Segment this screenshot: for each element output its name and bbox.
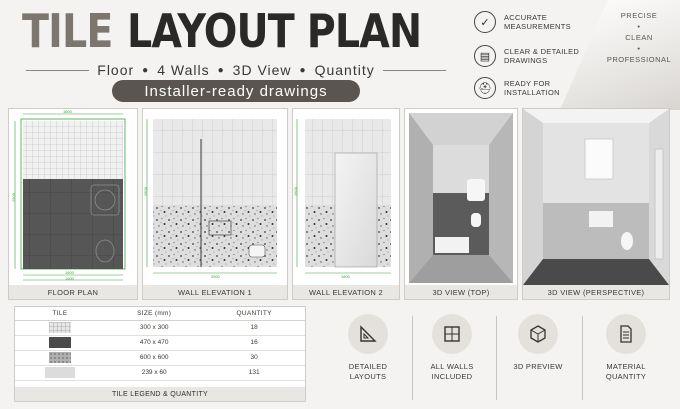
subtitle-dot: ● (299, 64, 307, 76)
floor-plan-icon (432, 314, 472, 354)
wall-elevation-2-drawing (293, 109, 399, 285)
feature-line: DRAWINGS (504, 56, 548, 65)
bottom-feature-3d-preview (498, 314, 578, 372)
bottom-feature-label: ALL WALLS INCLUDED (430, 362, 474, 381)
check-circle-icon: ✓ (474, 11, 496, 33)
document-icon: ▤ (474, 45, 496, 67)
tile-swatch (49, 337, 71, 348)
dimension-bottom: 1600 (341, 274, 350, 279)
wall-elevation-2-panel (292, 108, 400, 300)
tagline-pill: Installer-ready drawings (112, 80, 360, 102)
subtitle-item-walls: 4 Walls (157, 62, 210, 78)
tile-size: 300 x 300 (105, 320, 203, 335)
subtitle-row (26, 60, 446, 80)
panel-caption: WALL ELEVATION 1 (143, 285, 287, 299)
subtitle-item-floor: Floor (97, 62, 135, 78)
table-row (15, 365, 305, 380)
header-size: SIZE (mm) (105, 307, 203, 320)
feature-line: READY FOR (504, 79, 551, 88)
title-word-tile: TILE (22, 4, 113, 58)
badge-dot: • (637, 22, 641, 31)
bottom-feature-material-quantity (586, 314, 666, 382)
bottom-feature-label: MATERIAL QUANTITY (605, 362, 647, 381)
document-list-icon (606, 314, 646, 354)
dimension-side: 2600 (292, 187, 298, 196)
feature-ready-installation (474, 74, 614, 102)
3d-perspective-render (523, 109, 669, 285)
tile-swatch (49, 322, 71, 333)
3d-top-render (405, 109, 517, 285)
subtitle-dot: ● (217, 64, 225, 76)
bottom-feature-label: DETAILED LAYOUTS (348, 362, 388, 381)
legend-header-row (15, 307, 305, 320)
feature-accurate-measurements (474, 8, 614, 36)
tile-size: 239 x 60 (105, 365, 203, 380)
triangle-ruler-icon (348, 314, 388, 354)
floor-plan-panel (8, 108, 138, 300)
bottom-feature-all-walls (412, 314, 492, 382)
table-row (15, 320, 305, 335)
bottom-feature-detailed-layouts (328, 314, 408, 382)
hard-hat-icon: ⛑ (474, 77, 496, 99)
tile-size: 600 x 600 (105, 350, 203, 365)
dimension-bottom: 2500 (211, 274, 220, 279)
bottom-feature-label: 3D PREVIEW (513, 362, 563, 371)
header-quantity: QUANTITY (203, 307, 305, 320)
feature-clear-drawings (474, 42, 614, 70)
3d-view-perspective-panel (522, 108, 670, 300)
tile-quantity: 18 (203, 320, 305, 335)
feature-line: CLEAR & DETAILED (504, 47, 580, 56)
subtitle-rule-left (26, 70, 89, 71)
feature-line: INSTALLATION (504, 88, 560, 97)
subtitle-dot: ● (142, 64, 150, 76)
dimension-bottom: 1600 (65, 276, 74, 281)
tile-quantity: 30 (203, 350, 305, 365)
dimension-top: 1600 (63, 109, 72, 114)
dimension-bottom: 1600 (65, 270, 74, 275)
table-row (15, 350, 305, 365)
wall-elevation-1-drawing (143, 109, 287, 285)
badge-dot: • (637, 44, 641, 53)
subtitle-rule-right (383, 70, 446, 71)
panel-caption: FLOOR PLAN (9, 285, 137, 299)
badge-line: CLEAN (625, 33, 653, 42)
subtitle-item-quantity: Quantity (314, 62, 375, 78)
tile-quantity: 131 (203, 365, 305, 380)
divider (582, 316, 583, 400)
dimension-side: 2500 (10, 193, 16, 202)
cube-icon (518, 314, 558, 354)
table-row (15, 335, 305, 350)
tile-quantity: 16 (203, 335, 305, 350)
header-tile: TILE (15, 307, 105, 320)
tile-swatch (45, 367, 75, 378)
legend-caption: TILE LEGEND & QUANTITY (15, 387, 305, 401)
title-word-layout-plan: LAYOUT PLAN (127, 4, 422, 58)
panel-caption: WALL ELEVATION 2 (293, 285, 399, 299)
3d-view-top-panel (404, 108, 518, 300)
legend-grid (15, 307, 305, 381)
quality-badge (604, 10, 674, 65)
wall-elevation-1-panel (142, 108, 288, 300)
feature-line: ACCURATE (504, 13, 548, 22)
badge-line: PRECISE (620, 11, 658, 20)
dimension-side: 2600 (142, 187, 148, 196)
panel-caption: 3D VIEW (TOP) (405, 285, 517, 299)
feature-line: MEASUREMENTS (504, 22, 571, 31)
panel-caption: 3D VIEW (PERSPECTIVE) (523, 285, 669, 299)
tile-size: 470 x 470 (105, 335, 203, 350)
badge-line: PROFESSIONAL (606, 55, 672, 64)
floor-plan-drawing (9, 109, 137, 285)
tile-swatch (49, 352, 71, 363)
subtitle-item-3d-view: 3D View (232, 62, 292, 78)
page-title (22, 2, 452, 60)
divider (496, 316, 497, 400)
tile-legend-table (14, 306, 306, 402)
